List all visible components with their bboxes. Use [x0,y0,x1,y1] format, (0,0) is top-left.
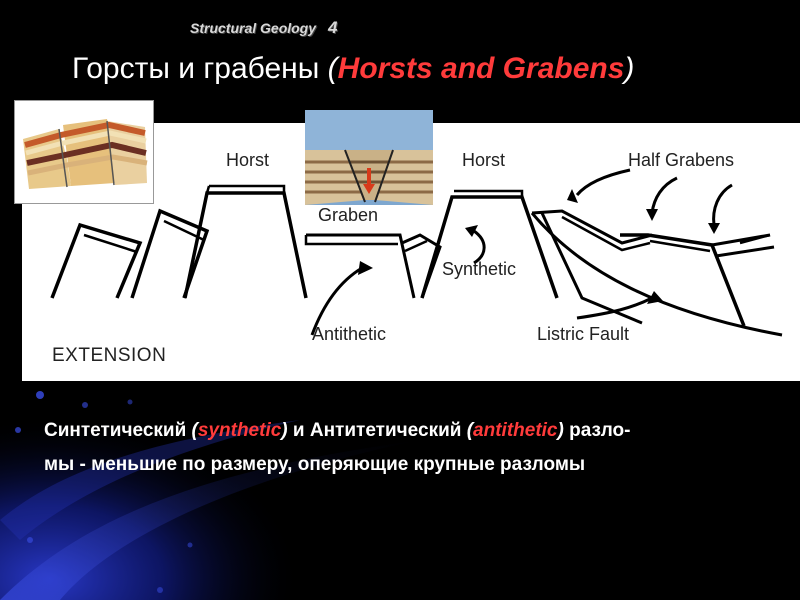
slide-number: 4 [328,18,338,37]
caption-text-a: Синтетический [44,420,192,441]
caption-paren-4: ) [557,420,564,441]
half-graben-arrow-3 [714,185,732,225]
course-name: Structural Geology [190,20,317,36]
caption-paren-2: ) [281,420,288,441]
title-paren-open: ( [327,52,338,85]
title-paren-close: ) [624,52,635,85]
label-half-grabens: Half Grabens [628,150,735,170]
caption-paren-1: ( [191,420,198,441]
half-graben-arrow-1 [577,170,630,195]
slide-title [72,52,634,86]
caption-line-2: мы - меньшие по размеру, оперяющие крупные разломы [44,454,586,475]
label-horst-left: Horst [226,150,270,170]
caption-antithetic: antithetic [473,420,558,441]
graben-illustration [305,110,433,205]
caption-synthetic: synthetic [197,420,282,441]
label-synthetic: Synthetic [442,259,517,279]
course-header [190,18,338,38]
title-ru: Горсты и грабены [72,52,328,85]
caption-text-b: и Антитетический [287,420,467,441]
label-graben: Graben [318,205,379,225]
caption-paren-3: ( [466,420,474,441]
label-antithetic: Antithetic [312,324,387,344]
title-en: Horsts and Grabens [337,52,625,85]
label-listric-fault: Listric Fault [537,324,630,344]
half-graben-arrow-2 [652,178,677,213]
caption-text-c: разло- [563,420,631,441]
caption-line-1 [44,414,744,448]
label-extension: EXTENSION [52,345,167,366]
label-horst-right: Horst [462,150,506,170]
layered-rock-illustration [14,100,154,204]
slide-caption [44,414,744,482]
